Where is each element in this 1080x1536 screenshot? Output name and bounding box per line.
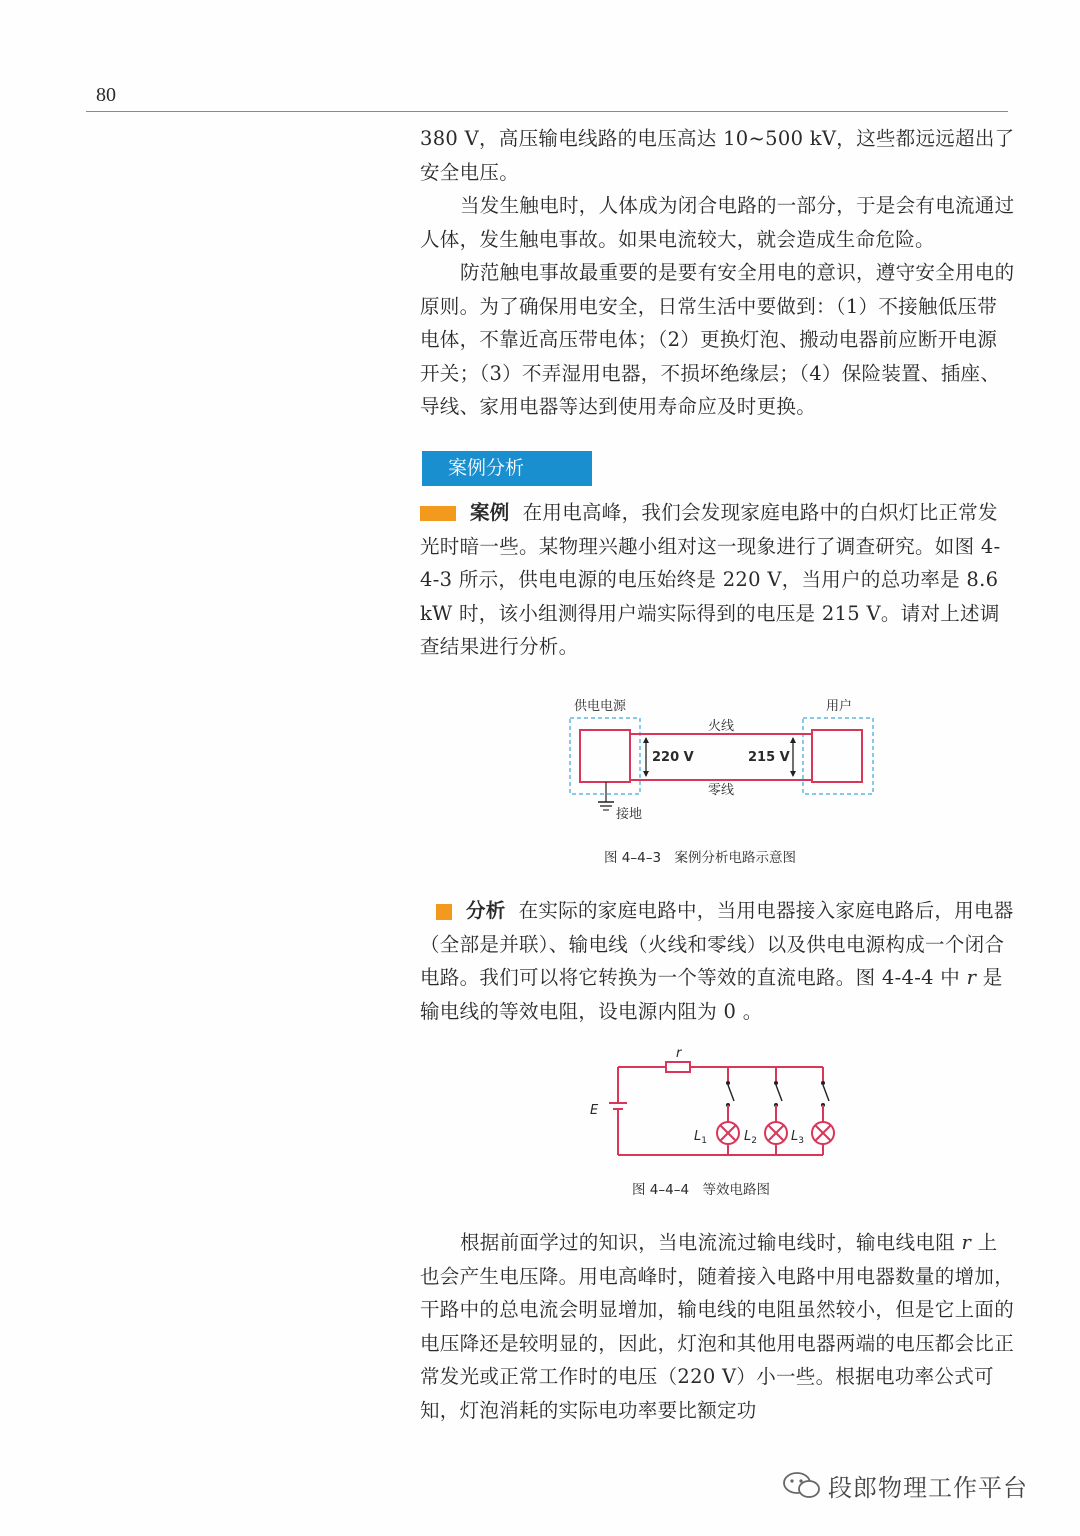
case-label: 案例 <box>470 501 510 524</box>
paragraph-voltage: 380 V，高压输电线路的电压高达 10~500 kV，这些都远远超出了安全电压。 <box>420 127 1015 184</box>
voltage-source: 220 V <box>652 750 694 765</box>
paragraph-safety-rules: 防范触电事故最重要的是要有安全用电的意识，遵守安全用电的原则。为了确保用电安全，日常生活中要做到：（1）不接触低压带电体，不靠近高压带电体；（2）更换灯泡、搬动电器前应断开电源开关；（3）不弄湿用电器，不损坏绝缘层；（4）保险装置、插座、导线、家用电器等达到使用寿命应及时更换。 <box>420 261 1015 418</box>
section-heading: 案例分析 <box>422 451 592 486</box>
paragraph-electric-shock: 当发生触电时，人体成为闭合电路的一部分，于是会有电流通过人体，发生触电事故。如果电流较大，就会造成生命危险。 <box>420 194 1015 251</box>
label-user: 用户 <box>826 699 853 714</box>
label-e: E <box>590 1103 599 1118</box>
figure-supply-circuit <box>560 690 890 830</box>
label-l3: $L_3$ <box>791 1129 804 1146</box>
figure2-caption: 图 4–4–4 等效电路图 <box>632 1182 771 1198</box>
analysis-var-r: r <box>966 966 977 989</box>
conclusion-text: 根据前面学过的知识，当电流流过输电线时，输电线电阻 <box>460 1231 962 1254</box>
figure1-caption: 图 4–4–3 案例分析电路示意图 <box>604 850 797 866</box>
conclusion-block <box>420 1226 1016 1427</box>
conclusion-text-end: 上也会产生电压降。用电高峰时，随着接入电路中用电器数量的增加，干路中的总电流会明显增加，输电线的电阻虽然较小，但是它上面的电压降还是较明显的，因此，灯泡和其他用电器两端的电压都会比正常发光或正常工作时的电压（220 V）小一些。根据电功率公式可知，灯泡消耗的实际电功率要比额定功 <box>420 1231 1015 1422</box>
intro-text <box>420 122 1016 424</box>
branch-l2 <box>765 1067 787 1155</box>
case-text: 在用电高峰，我们会发现家庭电路中的白炽灯比正常发光时暗一些。某物理兴趣小组对这一现象进行了调查研究。如图 4-4-3 所示，供电电源的电压始终是 220 V，当用户的总功率是 8.6 kW 时，该小组测得用户端实际得到的电压是 215 V。请对上述调查结果进行分析。 <box>420 501 1001 658</box>
label-neutral-wire: 零线 <box>708 783 735 798</box>
analysis-marker <box>436 904 452 920</box>
label-ground: 接地 <box>616 807 643 822</box>
conclusion-var-r: r <box>961 1231 972 1254</box>
analysis-block <box>420 894 1016 1028</box>
case-marker <box>420 506 456 521</box>
header-rule <box>86 111 1008 112</box>
label-r: r <box>676 1046 682 1061</box>
branch-l3 <box>812 1067 834 1155</box>
label-live-wire: 火线 <box>708 719 735 734</box>
user-box <box>812 730 862 782</box>
label-l1: $L_1$ <box>694 1129 707 1146</box>
resistor-r <box>666 1062 690 1072</box>
figure-equivalent-circuit <box>580 1045 840 1170</box>
analysis-text-end: 是输电线的等效电阻，设电源内阻为 0 。 <box>420 966 1003 1023</box>
page-number: 80 <box>96 84 116 106</box>
watermark: 段郎物理工作平台 <box>828 1474 1028 1502</box>
label-power-source: 供电电源 <box>574 699 627 714</box>
source-box <box>580 730 630 782</box>
label-l2: $L_2$ <box>744 1129 757 1146</box>
case-block <box>420 496 1016 664</box>
wechat-icon <box>782 1470 822 1500</box>
voltage-user: 215 V <box>748 750 790 765</box>
branch-l1 <box>717 1067 739 1155</box>
analysis-text: 在实际的家庭电路中，当用电器接入家庭电路后，用电器（全部是并联）、输电线（火线和零线）以及供电电源构成一个闭合电路。我们可以将它转换为一个等效的直流电路。图 4-4-4 中 <box>420 899 1014 989</box>
analysis-label: 分析 <box>466 899 506 922</box>
